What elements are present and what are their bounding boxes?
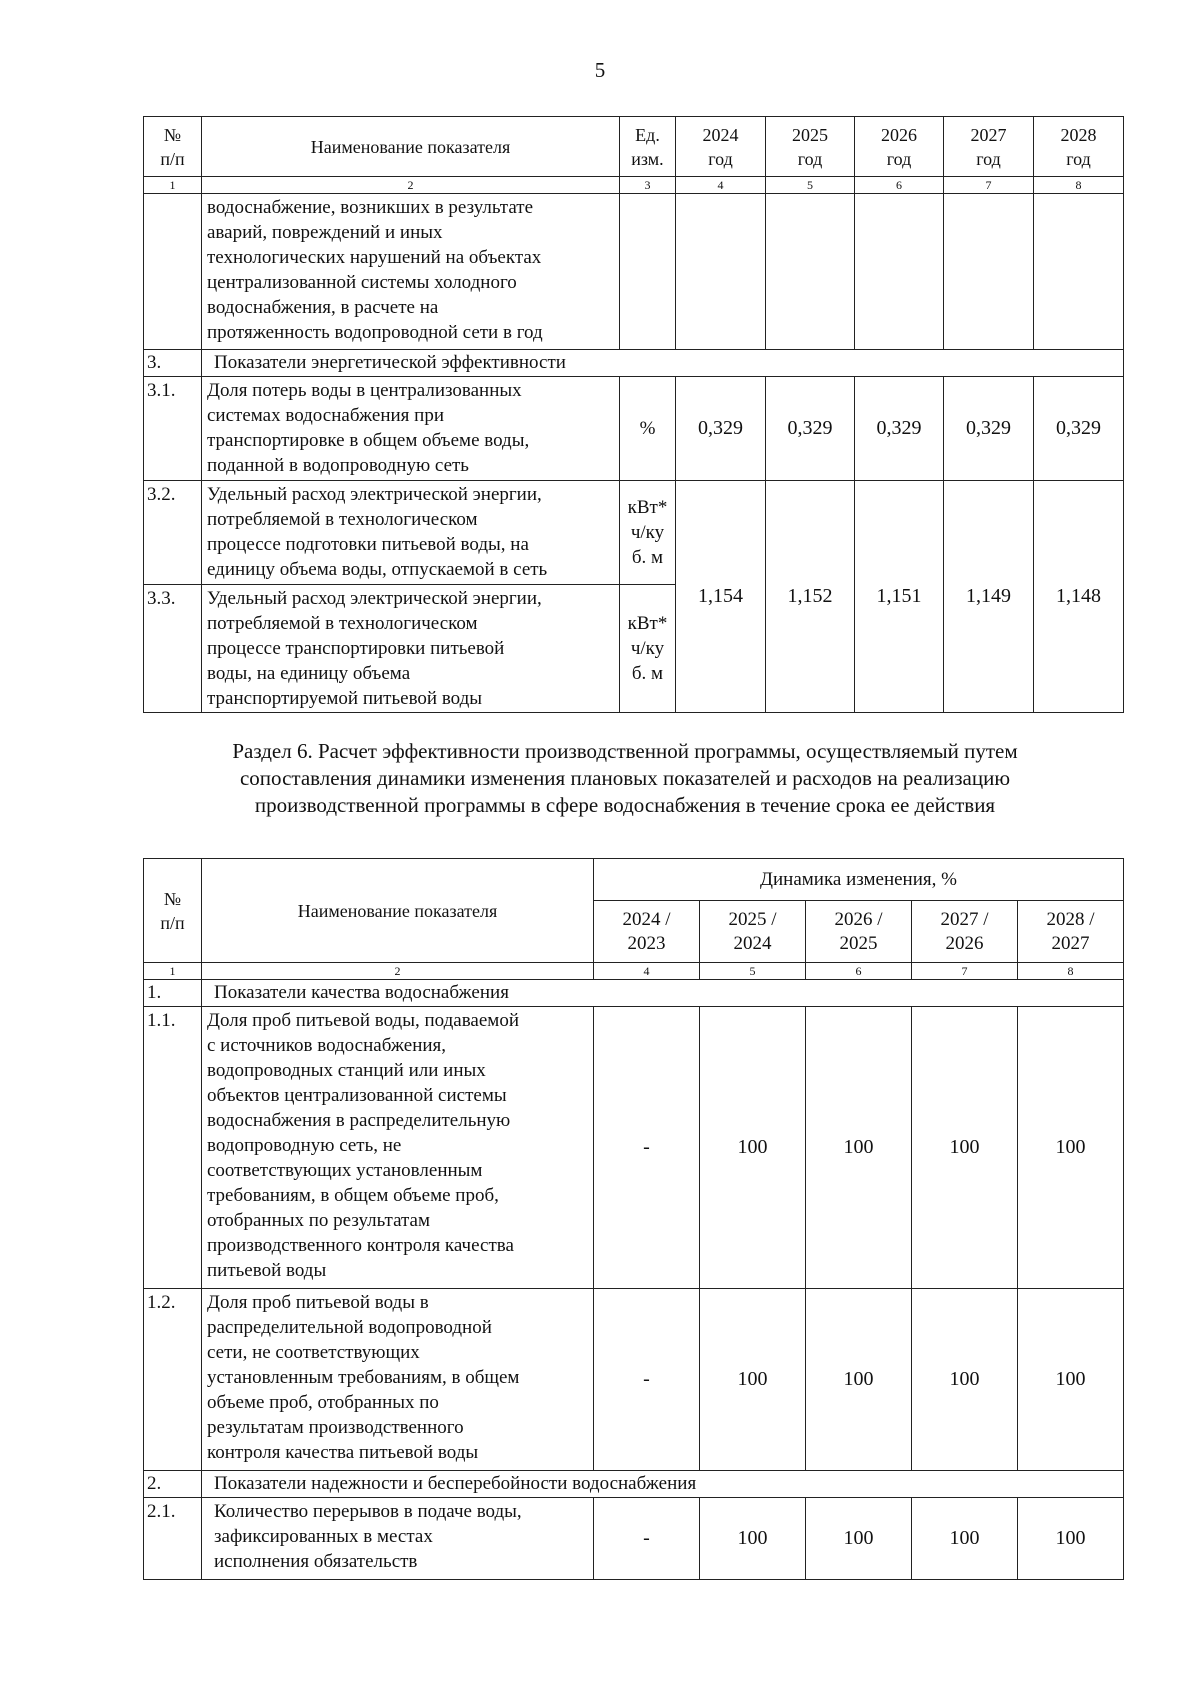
- column-number: 5: [700, 963, 806, 980]
- header-year: 2025 год: [766, 117, 855, 177]
- section-row: [144, 350, 1124, 377]
- value-cell: 100: [912, 1289, 1018, 1471]
- header-year: 2024 год: [676, 117, 766, 177]
- column-number: 2: [202, 177, 620, 194]
- value-cell: 100: [806, 1498, 912, 1580]
- value-cell: -: [594, 1289, 700, 1471]
- row-num: 1.1.: [144, 1007, 202, 1289]
- indicator-name: Доля проб питьевой воды в распределительной водопроводной сети, не соответствующих установленным требованиям, в общем объеме проб, отобранных по результатам производственного контроля качества питьевой воды: [202, 1289, 594, 1471]
- header-period: 2028 / 2027: [1018, 901, 1124, 963]
- section-row: [144, 980, 1124, 1007]
- value-cell: 0,329: [944, 377, 1034, 481]
- indicator-name: Доля проб питьевой воды, подаваемой с источников водоснабжения, водопроводных станций или иных объектов централизованной системы водоснабжения в распределительную водопроводную сеть, не соответствующих установленным требованиям, в общем объеме проб, отобранных по результатам производственного контроля качества питьевой воды: [202, 1007, 594, 1289]
- unit-cell: %: [620, 377, 676, 481]
- table-header-row: [144, 859, 1124, 901]
- row-num: [144, 194, 202, 350]
- column-number: 8: [1018, 963, 1124, 980]
- header-year: 2027 год: [944, 117, 1034, 177]
- column-number: 4: [676, 177, 766, 194]
- value-cell: 0,329: [766, 377, 855, 481]
- indicator-name: водоснабжение, возникших в результате аварий, повреждений и иных технологических нарушений на объектах централизованной системы холодного водоснабжения, в расчете на протяженность водопроводной сети в год: [202, 194, 620, 350]
- column-number: 3: [620, 177, 676, 194]
- value-cell: [1034, 194, 1124, 350]
- table-row: [144, 481, 1124, 585]
- header-num: № п/п: [144, 859, 202, 963]
- header-indicator-name: Наименование показателя: [202, 859, 594, 963]
- column-number: 7: [912, 963, 1018, 980]
- value-cell: 100: [700, 1289, 806, 1471]
- indicator-name: Количество перерывов в подаче воды, зафиксированных в местах исполнения обязательств: [202, 1498, 594, 1580]
- indicator-name: Доля потерь воды в централизованных системах водоснабжения при транспортировке в общем объеме воды, поданной в водопроводную сеть: [202, 377, 620, 481]
- row-num: 3.3.: [144, 585, 202, 713]
- column-number: 5: [766, 177, 855, 194]
- section-num: 1.: [144, 980, 202, 1007]
- value-cell: 1,148: [1034, 481, 1124, 713]
- column-number: 2: [202, 963, 594, 980]
- table-header-row: [144, 117, 1124, 177]
- header-period: 2027 / 2026: [912, 901, 1018, 963]
- column-number-row: [144, 177, 1124, 194]
- value-cell: 1,152: [766, 481, 855, 713]
- value-cell: 0,329: [855, 377, 944, 481]
- table-row: [144, 194, 1124, 350]
- value-cell: 100: [1018, 1498, 1124, 1580]
- section-title: Показатели энергетической эффективности: [202, 350, 1124, 377]
- column-number: 1: [144, 177, 202, 194]
- row-num: 2.1.: [144, 1498, 202, 1580]
- indicator-name: Удельный расход электрической энергии, потребляемой в технологическом процессе транспортировки питьевой воды, на единицу объема транспортируемой питьевой воды: [202, 585, 620, 713]
- row-num: 1.2.: [144, 1289, 202, 1471]
- header-indicator-name: Наименование показателя: [202, 117, 620, 177]
- value-cell: 0,329: [676, 377, 766, 481]
- value-cell: 100: [912, 1498, 1018, 1580]
- value-cell: 100: [806, 1289, 912, 1471]
- section-title: Показатели надежности и бесперебойности водоснабжения: [202, 1471, 1124, 1498]
- table-row: [144, 1289, 1124, 1471]
- page-number: 5: [594, 58, 606, 82]
- value-cell: -: [594, 1007, 700, 1289]
- value-cell: 100: [912, 1007, 1018, 1289]
- column-number-row: [144, 963, 1124, 980]
- value-cell: 100: [700, 1498, 806, 1580]
- row-num: 3.2.: [144, 481, 202, 585]
- column-number: 6: [806, 963, 912, 980]
- value-cell: 100: [1018, 1289, 1124, 1471]
- table-row: [144, 1498, 1124, 1580]
- value-cell: 1,149: [944, 481, 1034, 713]
- unit-cell: кВт* ч/ку б. м: [620, 585, 676, 713]
- section-num: 2.: [144, 1471, 202, 1498]
- column-number: 7: [944, 177, 1034, 194]
- value-cell: [766, 194, 855, 350]
- value-cell: 0,329: [1034, 377, 1124, 481]
- header-dynamics: Динамика изменения, %: [594, 859, 1124, 901]
- efficiency-dynamics-table: [143, 858, 1124, 1580]
- column-number: 8: [1034, 177, 1124, 194]
- header-year: 2028 год: [1034, 117, 1124, 177]
- header-period: 2026 / 2025: [806, 901, 912, 963]
- unit-cell: кВт* ч/ку б. м: [620, 481, 676, 585]
- value-cell: 1,151: [855, 481, 944, 713]
- section-row: [144, 1471, 1124, 1498]
- value-cell: [855, 194, 944, 350]
- row-num: 3.1.: [144, 377, 202, 481]
- header-period: 2024 / 2023: [594, 901, 700, 963]
- section-6-title: Раздел 6. Расчет эффективности производственной программы, осуществляемый путем сопоставления динамики изменения плановых показателей и расходов на реализацию производственной программы в сфере водоснабжения в течение срока ее действия: [232, 739, 1018, 817]
- value-cell: 100: [700, 1007, 806, 1289]
- unit-cell: [620, 194, 676, 350]
- header-year: 2026 год: [855, 117, 944, 177]
- header-unit: Ед. изм.: [620, 117, 676, 177]
- header-num: № п/п: [144, 117, 202, 177]
- value-cell: 100: [1018, 1007, 1124, 1289]
- value-cell: -: [594, 1498, 700, 1580]
- column-number: 6: [855, 177, 944, 194]
- indicator-name: Удельный расход электрической энергии, потребляемой в технологическом процессе подготовки питьевой воды, на единицу объема воды, отпускаемой в сеть: [202, 481, 620, 585]
- value-cell: 100: [806, 1007, 912, 1289]
- section-title: Показатели качества водоснабжения: [202, 980, 1124, 1007]
- column-number: 4: [594, 963, 700, 980]
- value-cell: [944, 194, 1034, 350]
- column-number: 1: [144, 963, 202, 980]
- table-row: [144, 1007, 1124, 1289]
- indicators-table: [143, 116, 1124, 713]
- value-cell: [676, 194, 766, 350]
- table-row: [144, 377, 1124, 481]
- section-num: 3.: [144, 350, 202, 377]
- value-cell: 1,154: [676, 481, 766, 713]
- header-period: 2025 / 2024: [700, 901, 806, 963]
